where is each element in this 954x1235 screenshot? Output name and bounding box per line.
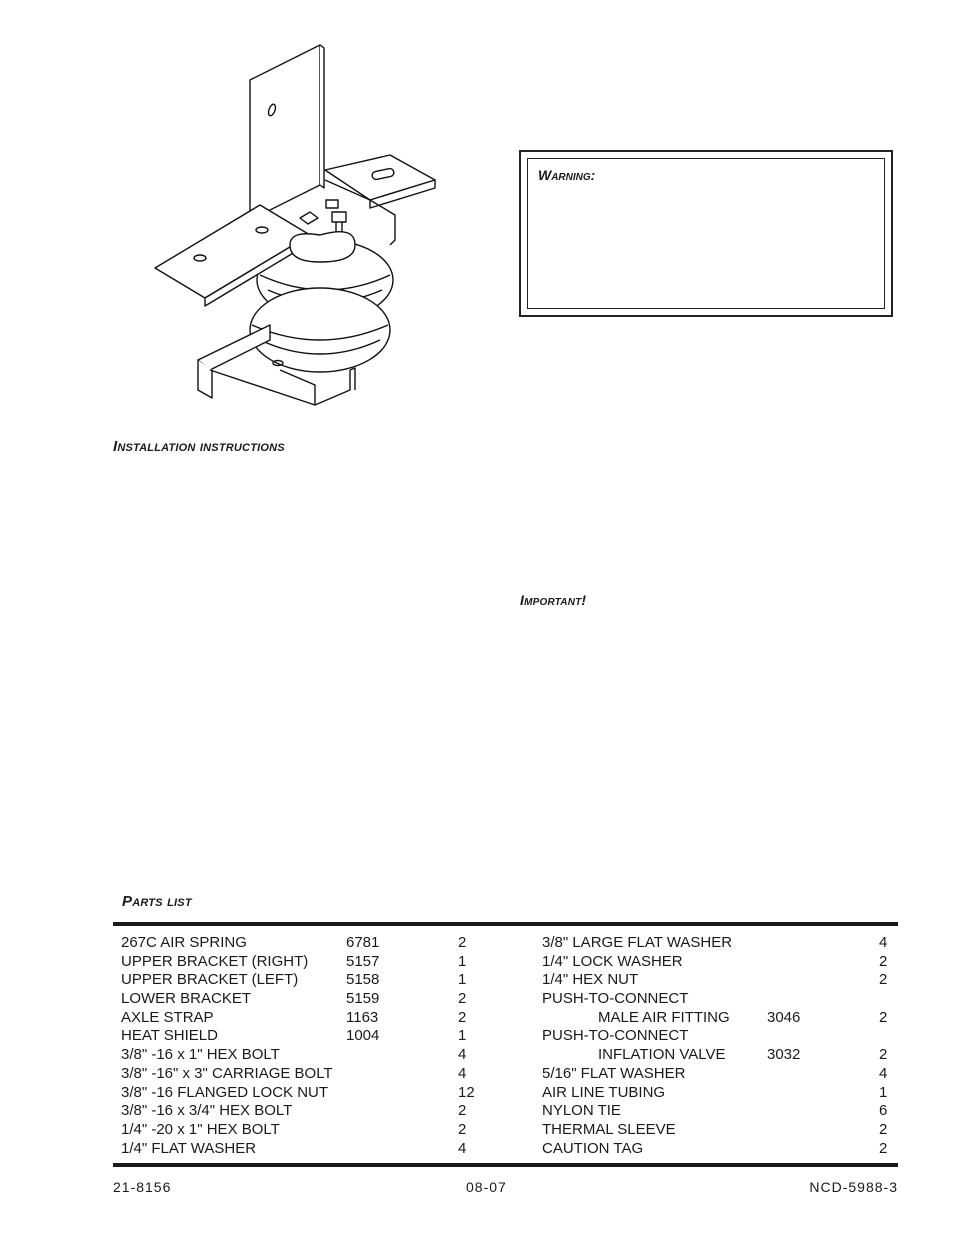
part-quantity: 4	[458, 1064, 467, 1082]
parts-row	[121, 934, 471, 953]
part-quantity: 4	[879, 934, 888, 951]
part-number: 5158	[346, 971, 380, 989]
part-description: CAUTION TAG	[542, 1139, 644, 1157]
part-description: 3/8" -16" x 3" CARRIAGE BOLT	[121, 1064, 333, 1082]
part-quantity: 2	[458, 1120, 467, 1138]
part-quantity: 4	[879, 1064, 888, 1082]
part-description: PUSH-TO-CONNECT	[542, 1027, 689, 1045]
part-quantity: 2	[879, 952, 888, 970]
important-heading: Important!	[520, 592, 587, 608]
parts-row	[542, 1140, 892, 1159]
part-quantity: 2	[458, 1102, 467, 1120]
part-quantity: 2	[879, 1046, 888, 1064]
air-spring-assembly-illustration	[150, 40, 450, 415]
installation-instructions-heading: Installation instructions	[113, 438, 285, 455]
parts-table-bottom-rule	[113, 1163, 898, 1167]
parts-row	[542, 971, 892, 990]
parts-row	[542, 1121, 892, 1140]
part-quantity: 6	[879, 1102, 888, 1120]
part-description: LOWER BRACKET	[121, 990, 252, 1008]
parts-row	[542, 1102, 892, 1121]
parts-row	[542, 990, 892, 1009]
parts-row	[121, 953, 471, 972]
part-description: NYLON TIE	[542, 1102, 621, 1120]
part-description: 1/4" LOCK WASHER	[542, 952, 683, 970]
parts-row	[542, 953, 892, 972]
parts-list-heading: Parts list	[122, 893, 192, 910]
part-description: AIR LINE TUBING	[542, 1083, 666, 1101]
part-description: THERMAL SLEEVE	[542, 1120, 676, 1138]
part-quantity: 4	[458, 1046, 467, 1064]
part-number: 1163	[346, 1008, 379, 1026]
part-quantity: 4	[458, 1139, 467, 1157]
part-number: 3046	[767, 1008, 801, 1026]
part-description: 1/4" -20 x 1" HEX BOLT	[121, 1120, 280, 1138]
part-quantity: 1	[458, 1027, 467, 1045]
parts-row	[542, 1046, 892, 1065]
part-quantity: 1	[458, 952, 467, 970]
part-quantity: 1	[879, 1083, 888, 1101]
part-description: 1/4" HEX NUT	[542, 971, 639, 989]
part-quantity: 1	[458, 971, 467, 989]
warning-box	[519, 150, 893, 317]
parts-row	[542, 1027, 892, 1046]
part-number: 1004	[346, 1027, 380, 1045]
parts-row	[121, 971, 471, 990]
part-description: 3/8" -16 x 1" HEX BOLT	[121, 1046, 280, 1064]
parts-table-top-rule	[113, 922, 898, 926]
footer-date: 08-07	[466, 1179, 507, 1195]
part-description: UPPER BRACKET (LEFT)	[121, 971, 299, 989]
parts-row	[121, 1027, 471, 1046]
parts-row	[542, 1009, 892, 1028]
part-description: UPPER BRACKET (RIGHT)	[121, 952, 309, 970]
parts-row	[121, 990, 471, 1009]
part-description: PUSH-TO-CONNECT	[542, 990, 689, 1008]
parts-row	[121, 1102, 471, 1121]
part-quantity: 2	[879, 971, 888, 989]
parts-list-left-column	[121, 934, 475, 1158]
part-description: 3/8" LARGE FLAT WASHER	[542, 934, 733, 951]
parts-row	[542, 934, 892, 953]
part-description: 3/8" -16 FLANGED LOCK NUT	[121, 1083, 329, 1101]
parts-row	[121, 1046, 471, 1065]
parts-list-right-column	[542, 934, 892, 1158]
warning-title: Warning:	[538, 167, 596, 183]
part-number: 6781	[346, 934, 380, 951]
part-description: 5/16" FLAT WASHER	[542, 1064, 686, 1082]
part-description: HEAT SHIELD	[121, 1027, 218, 1045]
part-number: 3032	[767, 1046, 801, 1064]
part-quantity: 12	[458, 1083, 475, 1101]
part-description: INFLATION VALVE	[598, 1046, 726, 1064]
parts-row	[542, 1065, 892, 1084]
part-description: 3/8" -16 x 3/4" HEX BOLT	[121, 1102, 293, 1120]
parts-row	[542, 1084, 892, 1103]
part-description: 267C AIR SPRING	[121, 934, 247, 951]
part-number: 5157	[346, 952, 380, 970]
part-description: AXLE STRAP	[121, 1008, 214, 1026]
part-description: MALE AIR FITTING	[598, 1008, 730, 1026]
footer-document-number: 21-8156	[113, 1179, 172, 1195]
footer-form-number: NCD-5988-3	[809, 1179, 898, 1195]
part-description: 1/4" FLAT WASHER	[121, 1139, 257, 1157]
parts-row	[121, 1140, 471, 1159]
part-quantity: 2	[879, 1120, 888, 1138]
parts-row	[121, 1009, 471, 1028]
part-quantity: 2	[458, 990, 467, 1008]
part-quantity: 2	[879, 1139, 888, 1157]
part-number: 5159	[346, 990, 380, 1008]
parts-row	[121, 1083, 475, 1103]
parts-row	[121, 1121, 471, 1140]
part-quantity: 2	[458, 934, 467, 951]
part-quantity: 2	[879, 1008, 888, 1026]
part-quantity: 2	[458, 1008, 467, 1026]
parts-row	[121, 1065, 471, 1084]
